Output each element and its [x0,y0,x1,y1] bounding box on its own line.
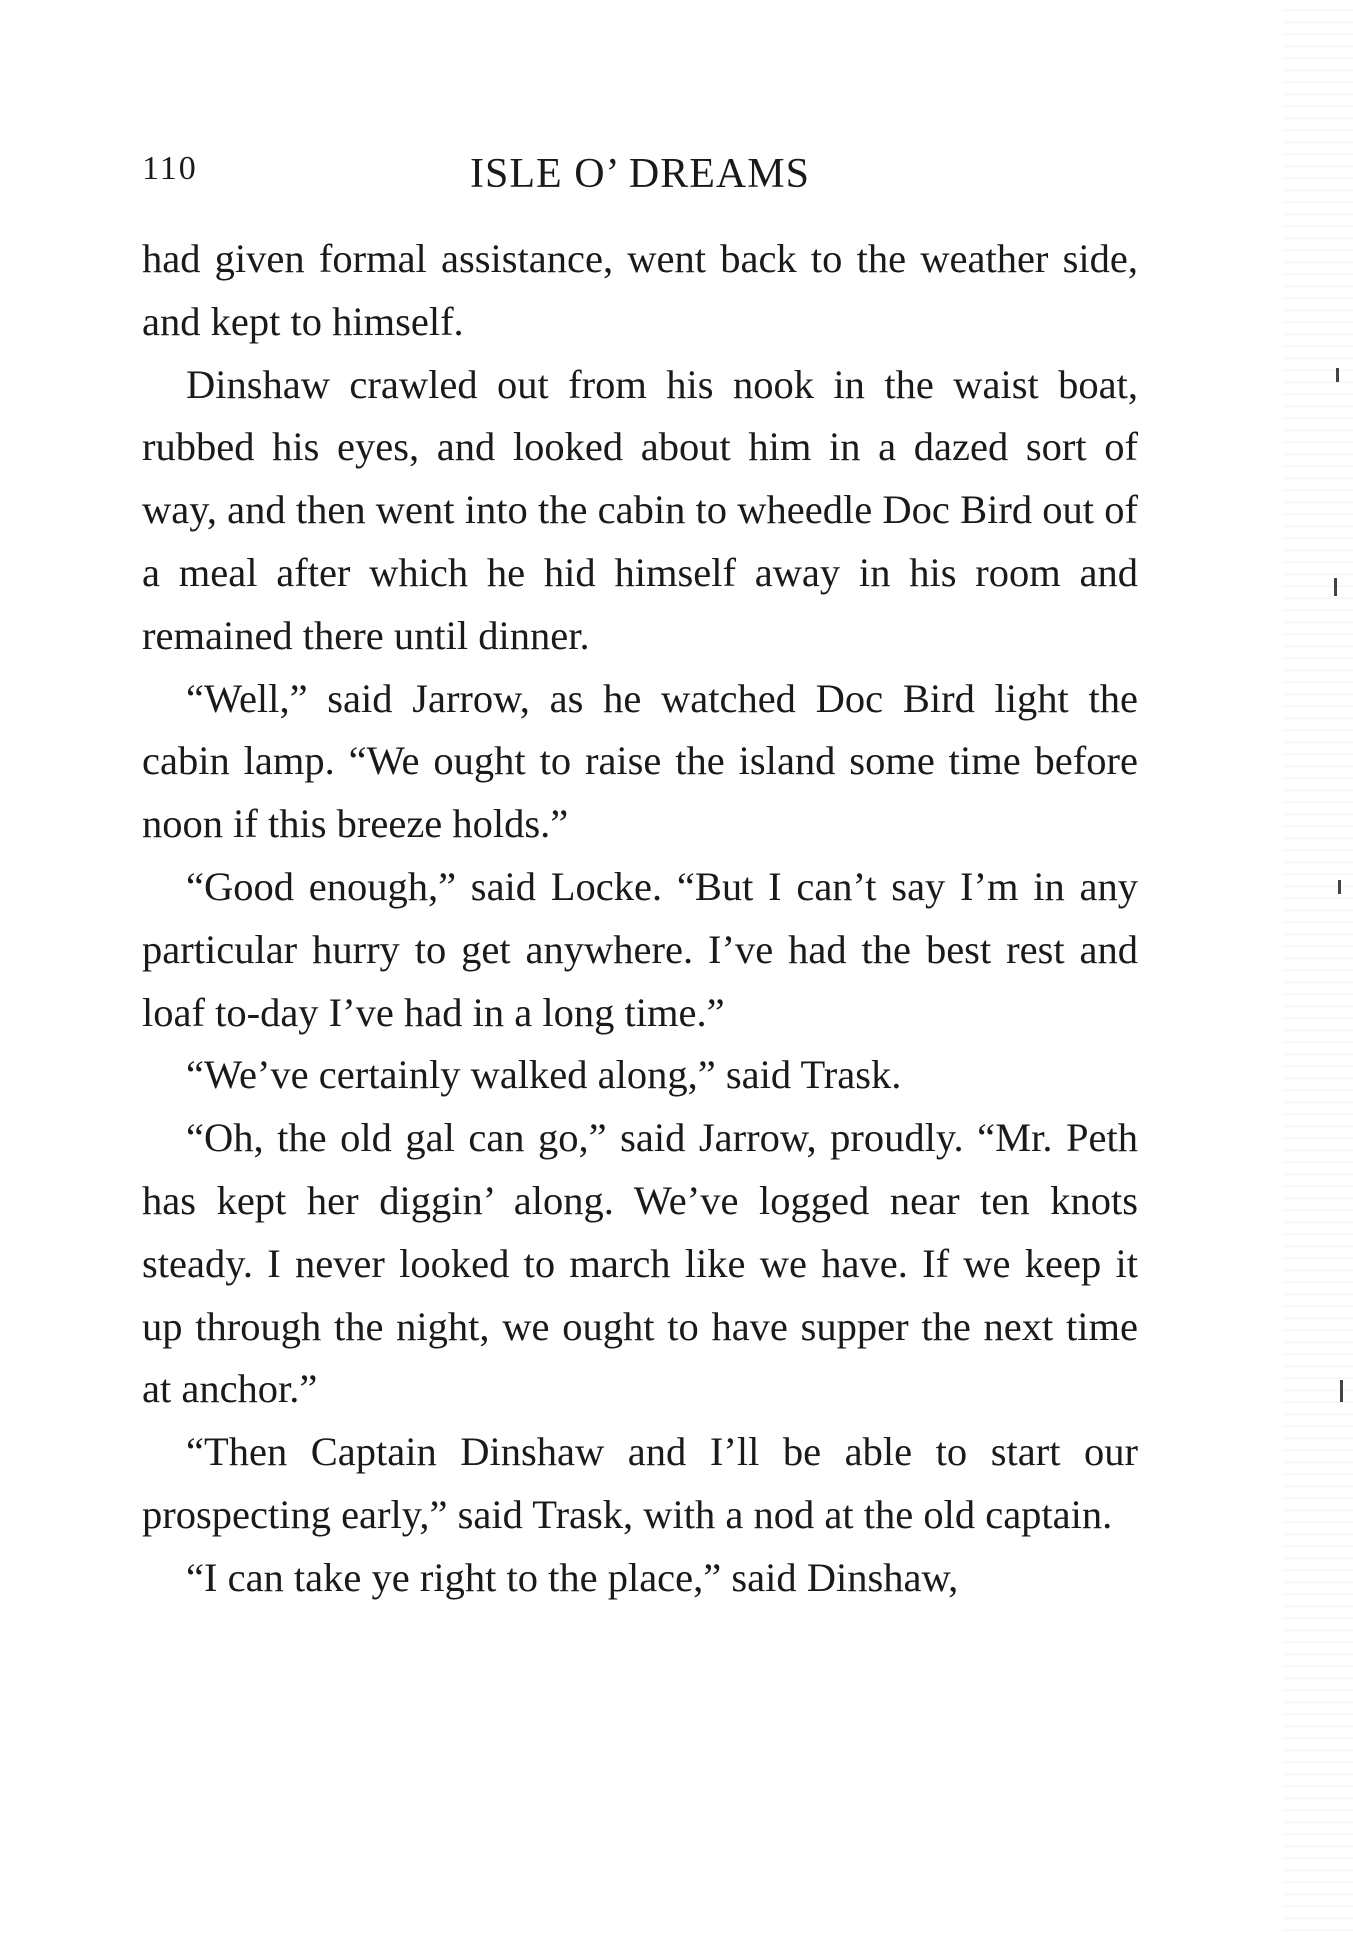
scanned-page-edge [1283,0,1353,1935]
edge-mark [1334,578,1337,596]
paragraph: “Well,” said Jarrow, as he watched Doc Bird light the cabin lamp. “We ought to raise the island some time before noon if this breeze holds.” [142,675,1138,847]
page-header [142,150,1138,206]
edge-mark [1340,1380,1343,1402]
body-text [142,228,1138,1610]
paragraph: “Good enough,” said Locke. “But I can’t say I’m in any particular hurry to get anywhere. I’ve had the best rest and loaf to-day I’ve had in a long time.” [142,863,1138,1035]
page-number: 110 [142,150,198,187]
paragraph: had given formal assistance, went back to the weather side, and kept to himself. [142,236,1138,344]
paragraph: Dinshaw crawled out from his nook in the waist boat, rubbed his eyes, and looked about him in a dazed sort of way, and then went into the cabin to wheedle Doc Bird out of a meal after which he hid himself away in his room and remained there until dinner. [142,361,1138,658]
running-title: ISLE O’ DREAMS [470,151,810,197]
edge-mark [1336,368,1339,382]
paragraph: “Then Captain Dinshaw and I’ll be able to start our prospecting early,” said Trask, with a nod at the old captain. [142,1429,1138,1537]
paragraph: “I can take ye right to the place,” said Dinshaw, [186,1554,959,1600]
edge-mark [1338,880,1341,894]
paragraph: “We’ve certainly walked along,” said Trask. [186,1052,902,1098]
paragraph: “Oh, the old gal can go,” said Jarrow, proudly. “Mr. Peth has kept her diggin’ along. We’ve logged near ten knots steady. I never looked to march like we have. If we keep it up through the night, we ought to have supper the next time at anchor.” [142,1115,1138,1412]
